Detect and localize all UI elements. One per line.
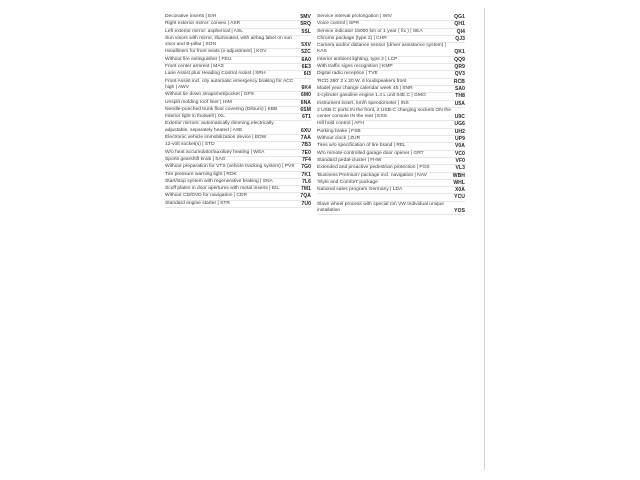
option-description: Tire pressure warning light | RDK <box>165 171 237 177</box>
option-code: UP9 <box>454 136 465 143</box>
option-code: VC0 <box>454 150 465 157</box>
option-row <box>165 92 311 99</box>
option-description: Lane Assist plus Heading Control Assist | SRH <box>165 71 266 77</box>
option-code: TH8 <box>455 93 465 100</box>
option-code: SA0 <box>454 85 465 92</box>
option-code: UH2 <box>454 128 465 135</box>
option-code: U9C <box>454 114 465 121</box>
option-description: Digital radio reception | TVE <box>317 71 378 77</box>
option-code: 7AA <box>300 135 311 142</box>
option-description: National sales program Germany | LDA <box>317 187 403 193</box>
option-code: U5A <box>454 100 465 107</box>
option-description: Hill hold control | AFH <box>317 121 364 127</box>
option-code: QV3 <box>454 71 465 78</box>
option-description: W/o heat accumulator/auxiliary heating | WSA <box>165 149 265 155</box>
option-row <box>165 121 311 135</box>
option-description: Slave wheel process with special rim VW Individual unique installation <box>317 201 444 214</box>
option-code: 6NA <box>300 99 311 106</box>
option-description: Exterior mirrors: automatically dimming,electrically adjustable, separately heated | ASE <box>165 121 274 133</box>
option-description: Interior light in footwell | IXL <box>165 114 225 120</box>
option-code: WBH <box>452 172 465 179</box>
option-code: 7QA <box>300 193 311 200</box>
option-description: Without fire extinguisher | FEU <box>165 56 232 62</box>
option-code: V0A <box>454 143 465 150</box>
option-code: RCB <box>453 78 465 85</box>
option-code: 5ZC <box>301 49 311 56</box>
option-code: QJ3 <box>455 35 465 42</box>
option-row <box>317 165 465 172</box>
option-code: 7E0 <box>301 149 311 156</box>
option-code: 6K4 <box>301 84 311 91</box>
option-description: Tires w/o specification of tire brand | REL <box>317 143 406 149</box>
option-code: 7B3 <box>301 142 311 149</box>
option-code: 6XU <box>300 127 311 134</box>
option-row <box>317 173 465 180</box>
option-description: Front Assist incl. city automatic emergency braking for ACC high | AWV <box>165 78 294 90</box>
option-row <box>317 129 465 136</box>
option-description: Without CD/DVD for navigation | CDR <box>165 193 247 199</box>
option-row <box>317 187 465 194</box>
option-row <box>165 150 311 157</box>
option-code: 6A0 <box>301 56 311 63</box>
option-row <box>317 79 465 86</box>
option-description: With traffic signs recognition | KMP <box>317 64 393 70</box>
option-row <box>317 43 465 57</box>
option-description: Voice control | SPR <box>317 21 360 27</box>
option-description: Start/stop system with regenerative braking | SNA <box>165 178 273 184</box>
option-code: 6M0 <box>300 92 311 99</box>
option-description: 'Business Premium' package incl. navigation | NAV <box>317 172 427 178</box>
option-code: 7K1 <box>301 171 311 178</box>
option-description: W/o remote-controlled garage door opener | GRT <box>317 150 424 156</box>
option-description: Unsplit molding roof liner | HIM <box>165 99 232 105</box>
option-code: 5XV <box>301 42 311 49</box>
option-description: Service interval prolongation | WIV <box>317 14 392 19</box>
option-description: Headliners for front seats (x-adjustment) | KOV <box>165 49 267 55</box>
option-description: Instrument insert, km/h speedometer | INS <box>317 100 409 106</box>
option-row <box>165 164 311 171</box>
option-code: 5RQ <box>300 21 311 28</box>
option-code: VL3 <box>455 165 465 172</box>
option-description: Front center armrest | MAS <box>165 64 224 70</box>
option-code: 7M1 <box>300 186 311 193</box>
option-description: Without tie down straps/net/pocket | GPS <box>165 92 255 98</box>
option-row <box>165 29 311 36</box>
option-row <box>165 142 311 149</box>
option-row <box>317 29 465 36</box>
option-row <box>165 193 311 200</box>
option-code: X0A <box>454 187 465 194</box>
options-list-right <box>317 14 465 215</box>
option-description: Service indicator 15000 km or 1 year ( fix ) | SEA <box>317 28 423 34</box>
option-description: Electronic vehicle immobilization device | EDW <box>165 135 267 141</box>
option-description: 'Style and Comfort' package <box>317 179 378 185</box>
option-row <box>165 100 311 107</box>
option-code: WHL <box>453 179 465 186</box>
option-code: 5MV <box>300 14 311 20</box>
option-description: Interior ambient lighting, type 2 | LCP <box>317 56 398 62</box>
option-description: 2 USB-C ports IN the front, 2 USB-C charging sockets ON the center console IN the rear | ESS <box>317 107 452 120</box>
option-code: 7F4 <box>302 156 311 163</box>
option-row <box>165 49 311 56</box>
option-row <box>317 143 465 150</box>
option-description: 'RCD 360' 2 x 20 W, 6 loudspeakers front <box>317 78 407 84</box>
option-code: QK1 <box>454 49 465 56</box>
option-code: YOS <box>454 208 465 215</box>
page-edge-line <box>484 8 485 470</box>
option-description: Left exterior mirror: aspherical | ASL <box>165 28 243 34</box>
option-description: Standard pedal-cluster | FHW <box>317 157 382 163</box>
option-code: QQ9 <box>454 56 465 63</box>
option-row <box>317 151 465 158</box>
option-code: 7L6 <box>302 178 311 185</box>
option-code: 7G0 <box>301 164 311 171</box>
option-description: Extended and proactive pedestrian protection | FGS <box>317 165 430 171</box>
option-row <box>317 71 465 78</box>
option-description: 4-cylinder gasoline engine 1.4 L unit 04E.C | GMO <box>317 93 426 99</box>
option-code: 6I3 <box>303 71 311 78</box>
option-row <box>317 108 465 122</box>
option-description: Sports gearshift knob | SAG <box>165 156 226 162</box>
option-description: Standard engine starter | STR <box>165 200 230 206</box>
option-description: Model year change calendar week 45 | SNR <box>317 85 413 91</box>
option-code: QH1 <box>454 21 465 28</box>
option-row <box>317 93 465 100</box>
option-description: Parking brake | FSB <box>317 128 361 134</box>
option-description: Chrome package (type 2) | CHR <box>317 35 387 41</box>
option-description: Without preparation for VTS (vehicle tracking system) | PVS <box>165 164 295 170</box>
option-code: 6SM <box>300 106 311 113</box>
option-description: Right exterior mirror: convex | ASR <box>165 21 241 27</box>
option-row <box>165 21 311 28</box>
option-row <box>165 172 311 179</box>
option-code: 6T1 <box>302 114 311 121</box>
option-code: VF0 <box>455 157 465 164</box>
option-row <box>165 79 311 93</box>
option-code: 5SL <box>301 28 311 35</box>
option-row <box>317 194 465 201</box>
option-description: Sun visors with mirror, illuminated, with airbag label on sun visor and B-pillar | SON <box>165 35 292 48</box>
option-code: 7U0 <box>301 200 311 207</box>
option-description: Decorative inserts | EIH <box>165 14 217 19</box>
option-row <box>165 71 311 78</box>
option-row <box>317 57 465 64</box>
option-code: QR9 <box>454 64 465 71</box>
option-code: QI4 <box>456 28 465 35</box>
option-row <box>317 21 465 28</box>
option-row <box>165 36 311 50</box>
option-row <box>317 121 465 128</box>
option-row <box>165 57 311 64</box>
options-list-left <box>165 14 311 208</box>
option-code: UG6 <box>454 121 465 128</box>
option-description: Needle-punched trunk floor covering (Dilours) | KBB <box>165 106 278 112</box>
option-description: Camera and/or distance sensor (driver assistance system) | KAS <box>317 43 447 55</box>
option-description: 12-volt socket(s) | STD <box>165 142 215 148</box>
option-code: QG1 <box>454 14 465 20</box>
option-description: Scuff plates in door apertures with metal inserts | EIL <box>165 186 280 192</box>
option-code: YCU <box>454 194 465 201</box>
option-row <box>165 201 311 208</box>
option-row <box>317 101 465 108</box>
option-description: Without clock | ZUR <box>317 136 361 142</box>
option-row <box>317 202 465 216</box>
option-code: 6E3 <box>301 64 311 71</box>
